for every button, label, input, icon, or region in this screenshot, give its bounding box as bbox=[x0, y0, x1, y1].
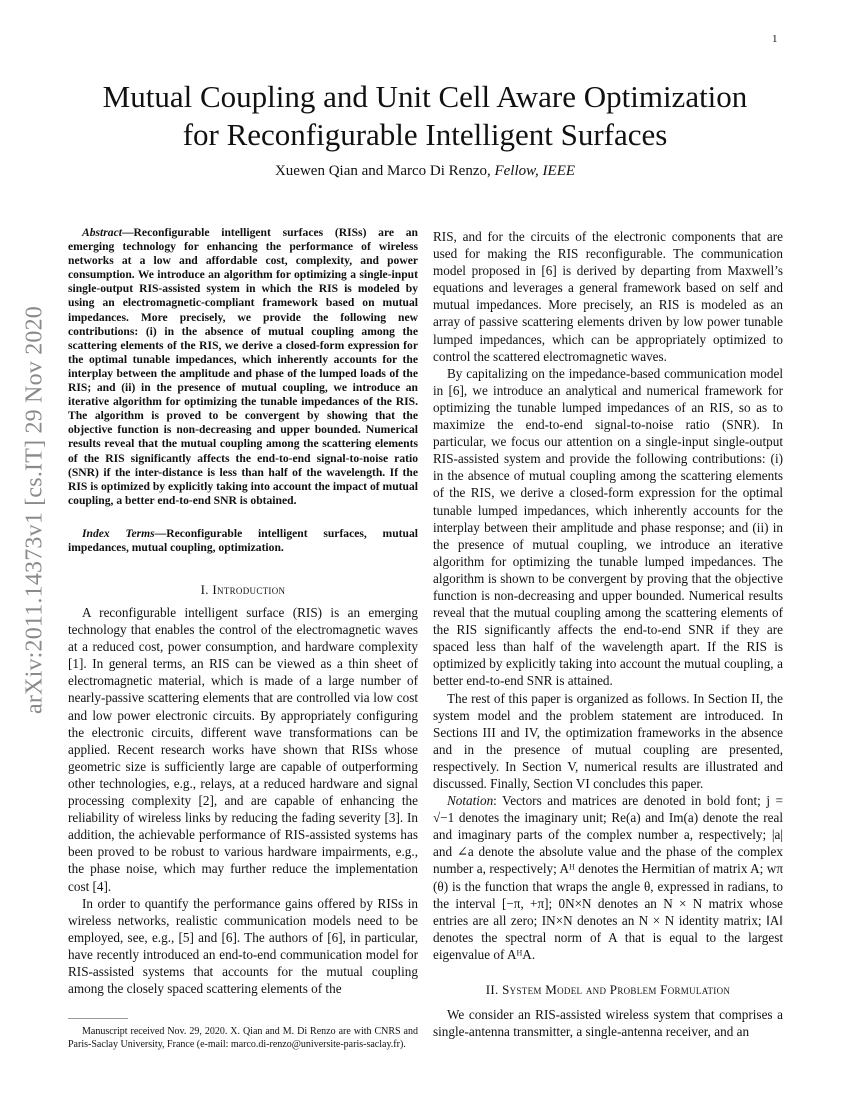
abstract-text: —Reconfigurable intelligent surfaces (RISs) are an emerging technology for enhancing the performance of wireless networks at a low and affordable cost, complexity, and power consumption. We introduce an algorithm for optimizing a single-input single-output RIS-assisted system in which the RIS is modeled by using an electromagnetic-compliant framework based on mutual impedances. More precisely, we provide the following new contributions: (i) in the absence of mutual coupling among the scattering elements of the RIS, we derive a closed-form expression for the optimal tunable impedances, which inherently accounts for the interplay between the amplitude and phase of the lumped loads of the RIS; and (ii) in the presence of mutual coupling, we introduce an iterative algorithm for optimizing the tunable impedances of the RIS. The algorithm is proved to be convergent by showing that the objective function is non-decreasing and upper bounded. Numerical results reveal that the mutual coupling among the scattering elements of the RIS significantly affects the end-to-end signal-to-noise ratio (SNR) if the inter-distance is less than half of the wavelength. If the RIS is optimized by explicitly taking into account the impact of mutual coupling, a better end-to-end SNR is obtained. bbox=[68, 226, 418, 507]
section-title: System Model and Problem Formulation bbox=[502, 982, 731, 997]
title-line-2: for Reconfigurable Intelligent Surfaces bbox=[182, 117, 668, 152]
author-suffix: Fellow, IEEE bbox=[494, 163, 576, 179]
page-number: 1 bbox=[772, 33, 778, 45]
paragraph: RIS, and for the circuits of the electronic components that are used for making the RIS reconfigurable. The communication model proposed in [6] is derived by departing from Maxwell’s equations and leverages a general framework based on self and mutual impedances. More precisely, an RIS is modeled as an array of passive scattering elements driven by low power tunable lumped impedances, which can be appropriately optimized to control the scattered electromagnetic waves. bbox=[433, 229, 783, 364]
paragraph: A reconfigurable intelligent surface (RIS) is an emerging technology that enables the control of the electromagnetic waves at a reduced cost, power consumption, and hardware complexity [1]. In general terms, an RIS can be viewed as a thin sheet of electromagnetic material, which is made of a large number of nearly-passive scattering elements that are controlled via low cost and low power electronic circuits. By appropriately configuring the electronic circuits, different wave transformations can be applied. Recent research works have shown that RISs whose geometric size is sufficiently large are capable of outperforming other technologies, e.g., relays, at a reduced hardware and signal processing complexity [2], and are capable of enhancing the reliability of wireless links by reducing the fading severity [3]. In addition, the achievable performance of RIS-assisted systems has been proved to be robust to various hardware impairments, e.g., the phase noise, which may further reduce the implementation cost [4]. bbox=[68, 605, 418, 894]
section-heading-introduction bbox=[68, 582, 418, 598]
footnote: Manuscript received Nov. 29, 2020. X. Qian and M. Di Renzo are with CNRS and Paris-Saclay University, France (e-mail: marco.di-renzo@universite-paris-saclay.fr). bbox=[68, 1026, 418, 1050]
author-line bbox=[0, 163, 850, 180]
paragraph: We consider an RIS-assisted wireless system that comprises a single-antenna transmitter, a single-antenna receiver, and an bbox=[433, 1007, 783, 1040]
notation-paragraph bbox=[433, 792, 783, 963]
abstract bbox=[68, 226, 418, 508]
paragraph: The rest of this paper is organized as follows. In Section II, the system model and the problem statement are introduced. In Sections III and IV, the optimization frameworks in the absence and in the presence of mutual coupling are presented, respectively. In Section V, numerical results are illustrated and discussed. Finally, Section VI concludes this paper. bbox=[433, 690, 783, 791]
notation-label: Notation bbox=[447, 793, 494, 809]
introduction-body bbox=[68, 604, 418, 997]
arxiv-id: arXiv:2011.14373v1 [cs.IT] 29 Nov 2020 bbox=[21, 306, 48, 714]
index-terms bbox=[68, 527, 418, 555]
paper-title bbox=[0, 78, 850, 154]
section-number: II. bbox=[485, 982, 503, 997]
abstract-label: Abstract bbox=[82, 226, 122, 239]
index-terms-text: —Reconfigurable intelligent surfaces, mutual impedances, mutual coupling, optimization. bbox=[68, 527, 418, 555]
section-heading-system-model bbox=[433, 982, 783, 998]
section-number: I. bbox=[200, 582, 213, 597]
right-column-body bbox=[433, 228, 783, 963]
section-title: Introduction bbox=[212, 582, 286, 597]
footnote-divider bbox=[68, 1018, 128, 1019]
notation-text: : Vectors and matrices are denoted in bold font; j = √−1 denotes the imaginary unit; Re(a) and Im(a) denote the real and imaginary parts of the complex number a, respectively; |a| and ∠a denote the absolute value and the phase of the complex number a, respectively; Aᴴ denotes the Hermitian of matrix A; wπ (θ) is the function that wraps the angle θ, expressed in radians, to the interval [−π, +π]; 0N×N denotes an N × N matrix whose entries are all zero; IN×N denotes an N × N identity matrix; ‖A‖ denotes the spectral norm of A that is equal to the largest eigenvalue of AᴴA. bbox=[433, 793, 783, 962]
paragraph: In order to quantify the performance gains offered by RISs in wireless networks, realistic communication models need to be employed, see, e.g., [5] and [6]. The authors of [6], in particular, have recently introduced an end-to-end communication model for RIS-assisted systems that accounts for the mutual coupling among the closely spaced scattering elements of the bbox=[68, 895, 418, 997]
paragraph: By capitalizing on the impedance-based communication model in [6], we introduce an analytical and numerical framework for optimizing the tunable lumped impedances of an RIS, so as to maximize the end-to-end signal-to-noise ratio (SNR). In particular, we focus our attention on a single-input single-output RIS-assisted system and provide the following contributions: (i) in the absence of mutual coupling among the scattering elements of the RIS, we derive a closed-form expression for the optimal tunable lumped impedances, which inherently accounts for the interplay between their amplitude and phase response; and (ii) in the presence of mutual coupling, we introduce an iterative algorithm for optimizing the tunable lumped impedances. The algorithm is shown to be convergent by proving that the objective function is non-decreasing and upper bounded. Numerical results reveal that the mutual coupling among the scattering elements of the RIS significantly affects the end-to-end SNR if they are spaced less than half of the wavelength apart. If the RIS is optimized by explicitly taking into account the mutual coupling, a better end-to-end SNR is attained. bbox=[433, 365, 783, 689]
authors: Xuewen Qian and Marco Di Renzo, bbox=[274, 163, 491, 179]
arxiv-sidebar-stamp bbox=[5, 270, 65, 750]
section-2-body bbox=[433, 1006, 783, 1040]
title-line-1: Mutual Coupling and Unit Cell Aware Optimization bbox=[102, 79, 748, 114]
index-terms-label: Index Terms bbox=[82, 527, 155, 540]
